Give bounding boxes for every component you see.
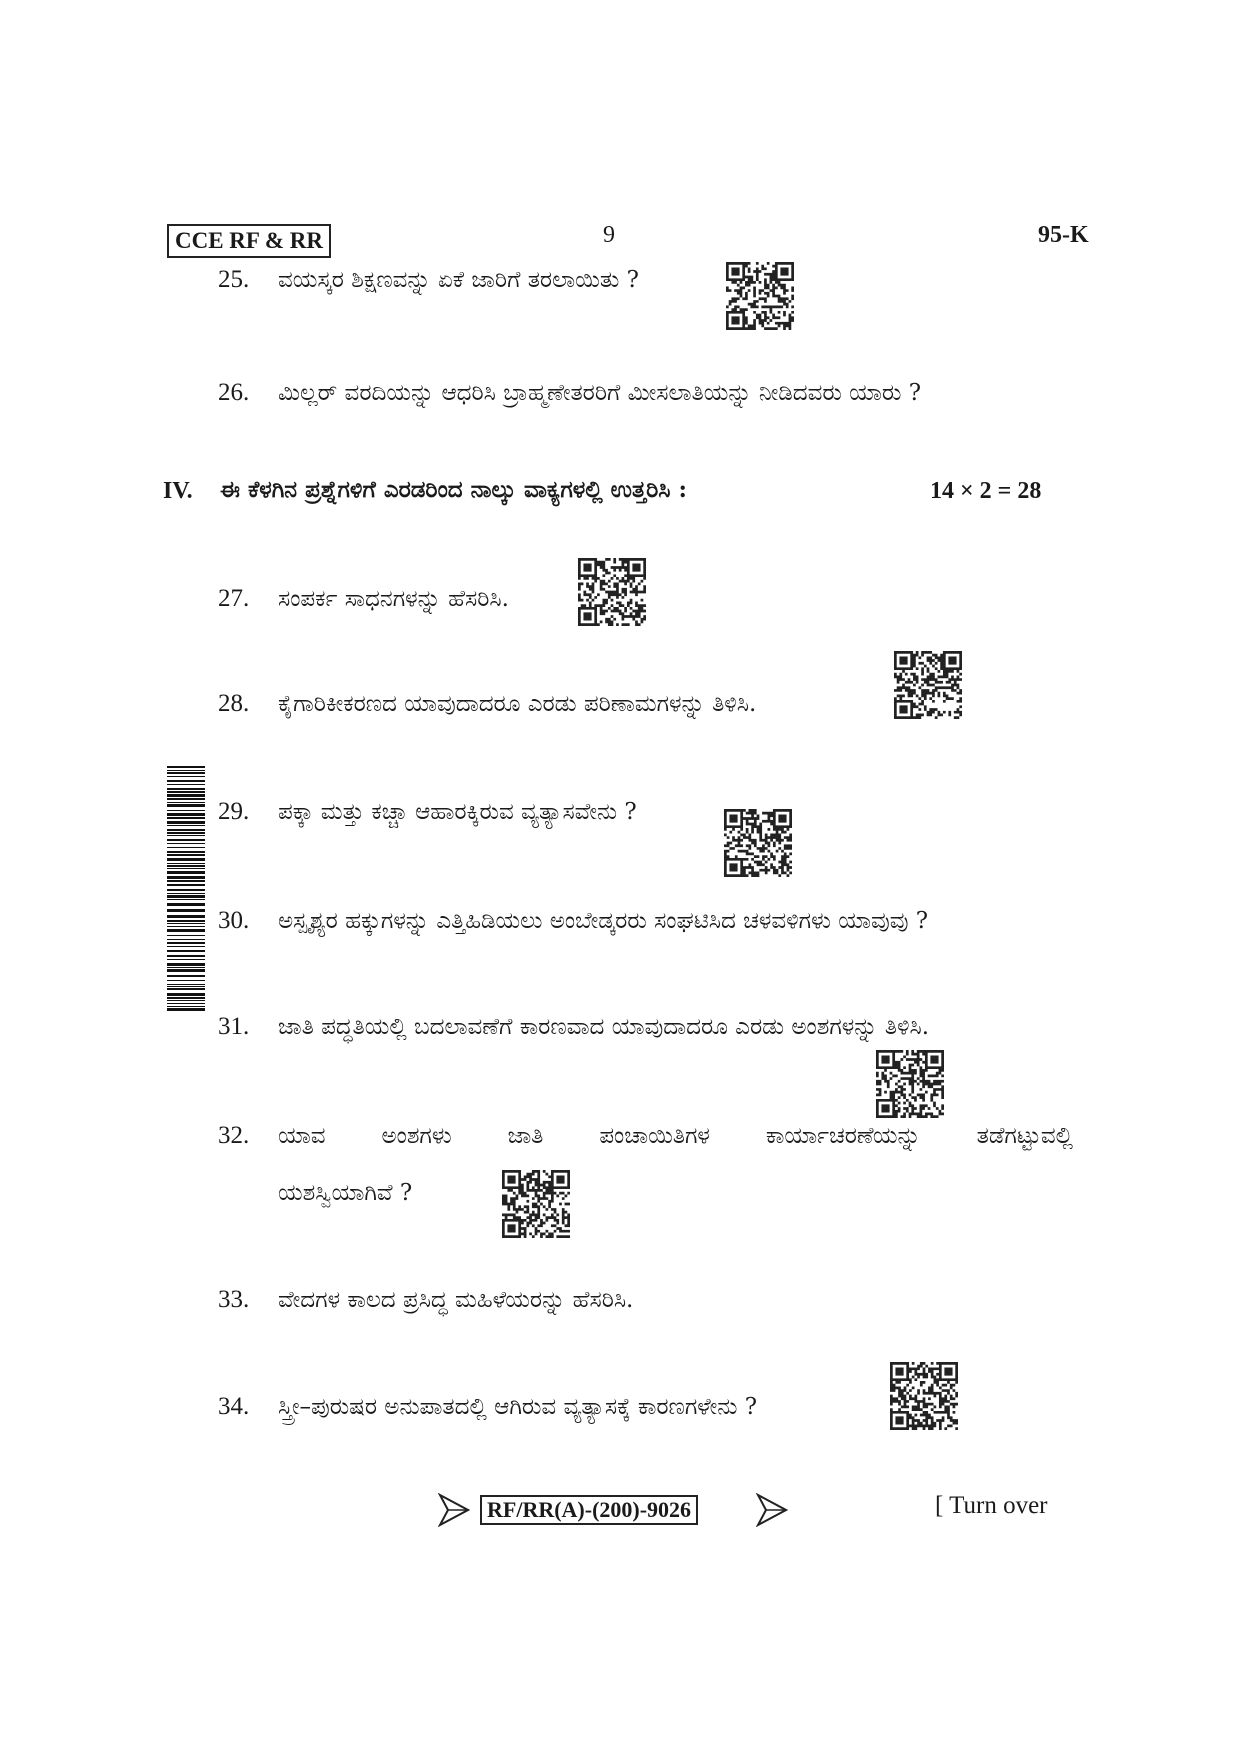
question-28 — [0, 689, 1241, 719]
question-number: 29. — [218, 798, 250, 825]
question-text: ವಯಸ್ಕರ ಶಿಕ್ಷಣವನ್ನು ಏಕೆ ಜಾರಿಗೆ ತರಲಾಯಿತು ? — [278, 267, 639, 293]
question-text: ಸ್ತ್ರೀ–ಪುರುಷರ ಅನುಪಾತದಲ್ಲಿ ಆಗಿರುವ ವ್ಯತ್ಯಾಸಕ್ಕೆ ಕಾರಣಗಳೇನು ? — [278, 1394, 758, 1420]
series-label: CCE RF & RR — [167, 224, 331, 258]
arrow-right-icon — [438, 1493, 470, 1527]
qr-code-icon — [894, 651, 962, 719]
question-word: ಯಾವ — [278, 1123, 326, 1149]
question-32 — [0, 1121, 1241, 1151]
question-number: 26. — [218, 379, 250, 406]
question-number: 30. — [218, 907, 250, 934]
turn-over: [ Turn over — [935, 1492, 1048, 1519]
question-33 — [0, 1285, 1241, 1315]
question-number: 33. — [218, 1286, 250, 1313]
qr-code-icon — [726, 262, 794, 330]
arrow-right-icon — [756, 1493, 788, 1527]
qr-code-icon — [876, 1050, 944, 1118]
question-word: ಅಂಶಗಳು — [381, 1123, 452, 1149]
page-number: 9 — [603, 222, 615, 248]
question-number: 25. — [218, 266, 250, 293]
question-number: 27. — [218, 585, 250, 612]
question-26 — [0, 378, 1241, 408]
question-29 — [0, 797, 1241, 827]
qr-code-icon — [578, 558, 646, 626]
question-text: ಸಂಪರ್ಕ ಸಾಧನಗಳನ್ನು ಹೆಸರಿಸಿ. — [278, 586, 509, 612]
question-text: ಮಿಲ್ಲರ್ ವರದಿಯನ್ನು ಆಧರಿಸಿ ಬ್ರಾಹ್ಮಣೇತರರಿಗೆ ಮೀಸಲಾತಿಯನ್ನು ನೀಡಿದವರು ಯಾರು ? — [278, 380, 922, 406]
question-25 — [0, 265, 1241, 295]
question-text: ಜಾತಿ ಪದ್ಧತಿಯಲ್ಲಿ ಬದಲಾವಣೆಗೆ ಕಾರಣವಾದ ಯಾವುದಾದರೂ ಎರಡು ಅಂಶಗಳನ್ನು ತಿಳಿಸಿ. — [278, 1014, 930, 1040]
paper-code: 95-K — [1038, 222, 1089, 248]
question-number: 31. — [218, 1013, 250, 1040]
question-30 — [0, 906, 1241, 936]
qr-code-icon — [890, 1362, 958, 1430]
question-34 — [0, 1392, 1241, 1422]
qr-code-icon — [502, 1170, 570, 1238]
question-text: ಪಕ್ಕಾ ಮತ್ತು ಕಚ್ಚಾ ಆಹಾರಕ್ಕಿರುವ ವ್ಯತ್ಯಾಸವೇನು ? — [278, 799, 637, 825]
question-word: ಕಾರ್ಯಾಚರಣೆಯನ್ನು — [765, 1123, 921, 1149]
question-text: ಅಸ್ಪೃಶ್ಯರ ಹಕ್ಕುಗಳನ್ನು ಎತ್ತಿಹಿಡಿಯಲು ಅಂಬೇಡ್ಕರರು ಸಂಘಟಿಸಿದ ಚಳವಳಿಗಳು ಯಾವುವು ? — [278, 908, 929, 934]
question-31 — [0, 1012, 1241, 1042]
question-number: 34. — [218, 1393, 250, 1420]
question-number: 32. — [218, 1122, 250, 1149]
section-number: IV. — [163, 478, 193, 504]
qr-code-icon — [724, 809, 792, 877]
question-word: ತಡೆಗಟ್ಟುವಲ್ಲಿ — [976, 1123, 1073, 1149]
question-number: 28. — [218, 690, 250, 717]
question-32-continuation: ಯಶಸ್ವಿಯಾಗಿವೆ ? — [278, 1180, 413, 1206]
question-word: ಪಂಚಾಯಿತಿಗಳ — [599, 1123, 710, 1149]
question-word: ಜಾತಿ — [507, 1123, 544, 1149]
question-text — [278, 1121, 1073, 1151]
section-instruction: ಈ ಕೆಳಗಿನ ಪ್ರಶ್ನೆಗಳಿಗೆ ಎರಡರಿಂದ ನಾಲ್ಕು ವಾಕ್ಯಗಳಲ್ಲಿ ಉತ್ತರಿಸಿ : — [220, 476, 687, 503]
question-text: ಕೈಗಾರಿಕೀಕರಣದ ಯಾವುದಾದರೂ ಎರಡು ಪರಿಣಾಮಗಳನ್ನು ತಿಳಿಸಿ. — [278, 691, 757, 717]
question-text: ವೇದಗಳ ಕಾಲದ ಪ್ರಸಿದ್ಧ ಮಹಿಳೆಯರನ್ನು ಹೆಸರಿಸಿ. — [278, 1287, 634, 1313]
section-marks: 14 × 2 = 28 — [930, 478, 1042, 504]
footer-code: RF/RR(A)-(200)-9026 — [480, 1495, 698, 1525]
